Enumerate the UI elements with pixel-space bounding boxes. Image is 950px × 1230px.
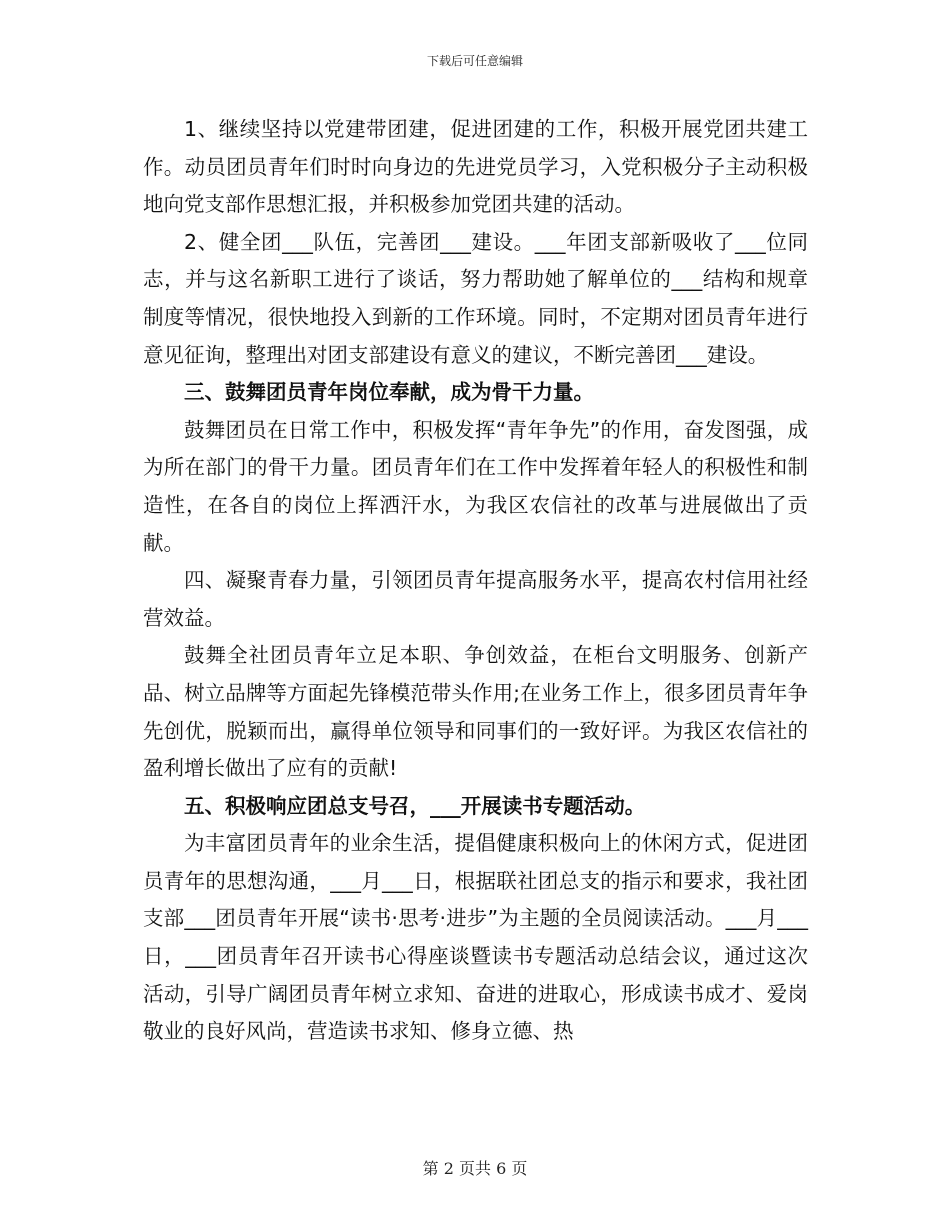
section-heading-3: 三、鼓舞团员青年岗位奉献，成为骨干力量。: [184, 380, 594, 405]
document-body: [143, 111, 808, 1051]
paragraph-team-building: 2、健全团___队伍，完善团___建设。___年团支部新吸收了___位同志，并与这名新职工进行了谈话，努力帮助她了解单位的___结构和规章制度等情况，很快地投入到新的工作环境。同时，不定期对团员青年进行意见征询，整理出对团支部建设有意义的建议，不断完善团___建设。: [143, 229, 808, 367]
page-footer: 第 2 页共 6 页: [422, 1159, 528, 1178]
section-heading-5: 五、积极响应团总支号召，___开展读书专题活动。: [184, 793, 646, 818]
paragraph-service-level: 鼓舞全社团员青年立足本职、争创效益，在柜台文明服务、创新产品、树立品牌等方面起先锋模范带头作用;在业务工作上，很多团员青年争先创优，脱颖而出，赢得单位领导和同事们的一致好评。为我区农信社的盈利增长做出了应有的贡献!: [143, 643, 808, 781]
paragraph-reading-activity: 为丰富团员青年的业余生活，提倡健康积极向上的休闲方式，促进团员青年的思想沟通，___月___日，根据联社团总支的指示和要求，我社团支部___团员青年开展“读书·思考·进步”为主题的全员阅读活动。___月___日，___团员青年召开读书心得座谈暨读书专题活动总结会议，通过这次活动，引导广阔团员青年树立求知、奋进的进取心，形成读书成才、爱岗敬业的良好风尚，营造读书求知、修身立德、热: [143, 831, 808, 1044]
paragraph-youth-contribution: 鼓舞团员在日常工作中，积极发挥“青年争先”的作用，奋发图强，成为所在部门的骨干力量。团员青年们在工作中发挥着年轻人的积极性和制造性，在各自的岗位上挥洒汗水，为我区农信社的改革与进展做出了贡献。: [143, 417, 808, 555]
section-heading-4: 四、凝聚青春力量，引领团员青年提高服务水平，提高农村信用社经营效益。: [143, 568, 808, 630]
page-header: 下载后可任意编辑: [426, 54, 523, 68]
paragraph-party-building: 1、继续坚持以党建带团建，促进团建的工作，积极开展党团共建工作。动员团员青年们时时向身边的先进党员学习，入党积极分子主动积极地向党支部作思想汇报，并积极参加党团共建的活动。: [143, 117, 808, 217]
